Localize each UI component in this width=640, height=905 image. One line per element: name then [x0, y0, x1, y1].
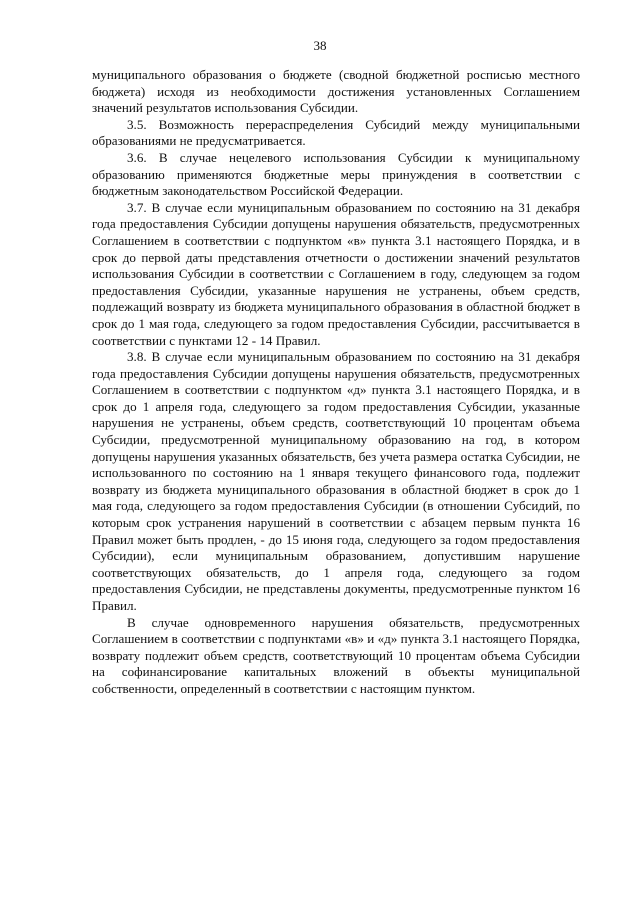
paragraph-3-8: 3.8. В случае если муниципальным образованием по состоянию на 31 декабря года предоставления Субсидии допущены нарушения обязательств, предусмотренных Соглашением в соответствии с подпунктом «д» пункта 3.1 настоящего Порядка, и в срок до 1 апреля года, следующего за годом предоставления Субсидии, указанные нарушения не устранены, объем средств, соответствующий 10 процентам объема Субсидии, предусмотренной муниципальному образованию на год, в котором допущены нарушения указанных обязательств, без учета размера остатка Субсидии, не использованного по состоянию на 1 января текущего финансового года, подлежит возврату из бюджета муниципального образования в областной бюджет в срок до 1 мая года, следующего за годом предоставления Субсидии (в отношении Субсидий, по которым срок устранения нарушений в соответствии с абзацем первым пункта 16 Правил может быть продлен, - до 15 июня года, следующего за годом предоставления Субсидии), если муниципальным образованием, допустившим нарушение соответствующих обязательств, до 1 апреля года, следующего за годом предоставления Субсидии, не представлены документы, предусмотренные пунктом 16 Правил.: [92, 349, 580, 613]
paragraph-3-7: 3.7. В случае если муниципальным образованием по состоянию на 31 декабря года предоставления Субсидии допущены нарушения обязательств, предусмотренных Соглашением в соответствии с подпунктом «в» пункта 3.1 настоящего Порядка, и в срок до первой даты представления отчетности о достижении значений результатов использования Субсидии в соответствии с Соглашением в году, следующем за годом предоставления Субсидии, указанные нарушения не устранены, объем средств, подлежащий возврату из бюджета муниципального образования в областной бюджет в срок до 1 мая года, следующего за годом предоставления Субсидии, рассчитывается в соответствии с пунктами 12 - 14 Правил.: [92, 199, 580, 348]
paragraph-3-6: 3.6. В случае нецелевого использования Субсидии к муниципальному образованию применяются бюджетные меры принуждения в соответствии с бюджетным законодательством Российской Федерации.: [92, 149, 580, 199]
paragraph-3-5: 3.5. Возможность перераспределения Субсидий между муниципальными образованиями не предусматривается.: [92, 116, 580, 149]
page-number: 38: [313, 38, 327, 53]
paragraph-simultaneous-violation: В случае одновременного нарушения обязательств, предусмотренных Соглашением в соответствии с подпунктами «в» и «д» пункта 3.1 настоящего Порядка, возврату подлежит объем средств, соответствующий 10 процентам объема Субсидии на софинансирование капитальных вложений в объекты муниципальной собственности, определенный в соответствии с настоящим пунктом.: [92, 614, 580, 696]
body-text: [92, 67, 580, 698]
paragraph-continuation: муниципального образования о бюджете (сводной бюджетной росписью местного бюджета) исходя из необходимости достижения установленных Соглашением значений результатов использования Субсидии.: [92, 67, 580, 116]
